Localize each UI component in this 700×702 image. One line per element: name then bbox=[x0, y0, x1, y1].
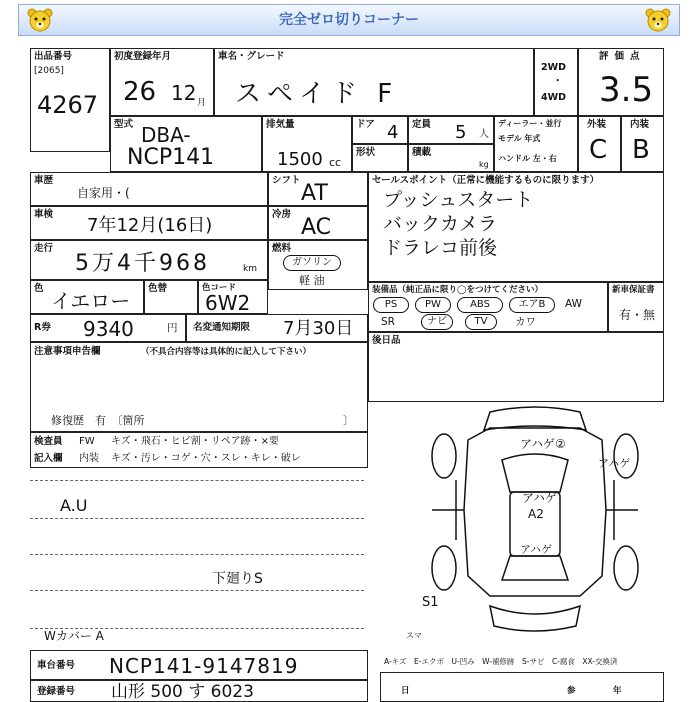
equip-pw: PW bbox=[415, 297, 451, 313]
displacement-cell bbox=[262, 116, 352, 172]
mileage-cell bbox=[30, 240, 268, 280]
footer-text: 日 bbox=[401, 686, 410, 696]
aircon-label: 冷房 bbox=[272, 209, 292, 220]
capacity-value: 5 bbox=[455, 122, 467, 143]
chassis-label: 車台番号 bbox=[37, 660, 76, 671]
footer-cell bbox=[380, 672, 664, 702]
car-name-cell bbox=[214, 48, 534, 116]
capacity-unit: 人 bbox=[479, 129, 489, 140]
fuel-cell bbox=[268, 240, 368, 290]
lot-number: 4267 bbox=[37, 91, 99, 119]
capacity-cell bbox=[408, 116, 494, 144]
banner bbox=[18, 4, 680, 36]
mileage-value: 5万4千968 bbox=[75, 251, 210, 276]
equip-abs: ABS bbox=[457, 297, 503, 313]
model-type-cell bbox=[110, 116, 262, 172]
first-reg-year: 26 bbox=[123, 77, 157, 107]
notes-sub: （不具合内容等は具体的に記入して下さい） bbox=[141, 347, 312, 357]
color-change-label: 色替 bbox=[148, 283, 168, 294]
inspector-int-label: 内装 bbox=[79, 453, 99, 464]
drive-cell bbox=[534, 48, 578, 116]
car-history-cell bbox=[30, 172, 268, 206]
mileage-label: 走行 bbox=[34, 243, 54, 254]
displacement-label: 排気量 bbox=[266, 119, 295, 130]
score-label: 評価点 bbox=[599, 51, 646, 62]
equip-sr: SR bbox=[381, 316, 395, 328]
inspection-cell bbox=[30, 206, 268, 240]
first-reg-month-unit: 月 bbox=[197, 98, 207, 108]
first-reg-month: 12 bbox=[171, 81, 197, 105]
ruled-line bbox=[30, 518, 364, 519]
damage-legend: A-キズ E-エクボ U-凹み W-補修跡 S-サビ C-腐食 XX-交換済 bbox=[384, 657, 618, 666]
recycle-cell bbox=[30, 314, 186, 342]
drive-dot: ・ bbox=[553, 76, 563, 87]
load-unit: kg bbox=[479, 160, 489, 169]
diagram-mark: アハゲ bbox=[522, 491, 558, 505]
displacement-unit: cc bbox=[329, 156, 342, 169]
aircon-cell bbox=[268, 206, 368, 240]
equip-navi: ナビ bbox=[421, 314, 453, 330]
notes-label: 注意事項申告欄 bbox=[34, 346, 101, 357]
recycle-value: 9340 bbox=[83, 317, 134, 341]
notes-cell bbox=[30, 342, 368, 432]
equip-leather: カワ bbox=[515, 316, 536, 328]
dealer-cell bbox=[494, 116, 578, 172]
car-name-label: 車名・グレード bbox=[218, 51, 285, 62]
note-au: A.U bbox=[60, 496, 88, 515]
color-label: 色 bbox=[34, 283, 44, 294]
banner-title: 完全ゼロ切りコーナー bbox=[279, 12, 419, 28]
score-value: 3.5 bbox=[599, 70, 654, 110]
warranty-value: 有・無 bbox=[619, 308, 656, 322]
recycle-unit: 円 bbox=[167, 322, 178, 334]
color-change-cell bbox=[144, 280, 198, 314]
sales-point-line: ドラレコ前後 bbox=[383, 237, 498, 259]
dealer-model-year: モデル 年式 bbox=[498, 134, 541, 143]
diagram-mark: アハゲ bbox=[598, 457, 631, 470]
lot-cell bbox=[30, 48, 110, 152]
inspection-label: 車検 bbox=[34, 209, 54, 220]
model-type-line2: NCP141 bbox=[127, 145, 215, 170]
inspector-int-items: キズ・汚レ・コゲ・穴・スレ・キレ・破レ bbox=[111, 453, 301, 464]
notes-repair: 修復歴 有 〔箇所 bbox=[51, 414, 145, 427]
diagram-mark: アハゲ bbox=[520, 543, 553, 556]
diagram-mark: A2 bbox=[528, 507, 544, 521]
name-change-cell bbox=[186, 314, 368, 342]
warranty-label: 新車保証書 bbox=[612, 285, 655, 295]
color-value: イエロー bbox=[51, 289, 131, 313]
ruled-line bbox=[30, 480, 364, 481]
rear-seat-cell bbox=[368, 332, 664, 402]
note-under: 下廻りS bbox=[212, 571, 263, 587]
color-code-label: 色コード bbox=[202, 283, 237, 293]
shape-cell bbox=[352, 144, 408, 172]
capacity-label: 定員 bbox=[412, 119, 432, 130]
footer-text: 参 bbox=[567, 686, 576, 696]
auction-sheet bbox=[30, 40, 670, 700]
warranty-cell bbox=[608, 282, 664, 332]
inspector-fw-label: FW bbox=[79, 436, 95, 447]
score-cell bbox=[578, 48, 664, 116]
color-code-cell bbox=[198, 280, 268, 314]
equip-aw: AW bbox=[565, 298, 582, 310]
drive-2wd: 2WD bbox=[541, 62, 566, 73]
interior-cell bbox=[621, 116, 664, 172]
inspector-label: 検査員 bbox=[34, 436, 63, 447]
equip-ps: PS bbox=[373, 297, 409, 313]
drive-4wd: 4WD bbox=[541, 92, 566, 103]
exterior-value: C bbox=[589, 135, 608, 165]
ruled-line bbox=[30, 554, 364, 555]
equipment-cell bbox=[368, 282, 608, 332]
dealer-label: ディーラー・並行 bbox=[498, 119, 562, 128]
sales-point-line: バックカメラ bbox=[383, 213, 498, 235]
equipment-label: 装備品（純正品に限り◯をつけてください） bbox=[372, 285, 544, 295]
name-change-value: 7月30日 bbox=[283, 318, 354, 339]
inspector-cell bbox=[30, 432, 368, 468]
fuel-other: 軽 油 bbox=[299, 274, 325, 287]
color-cell bbox=[30, 280, 144, 314]
shift-cell bbox=[268, 172, 368, 206]
shape-label: 形状 bbox=[356, 147, 376, 158]
door-cell bbox=[352, 116, 408, 144]
car-history-label: 車歴 bbox=[34, 175, 54, 186]
door-label: ドア bbox=[356, 119, 375, 130]
model-type-line1: DBA- bbox=[141, 123, 191, 147]
registration-label: 登録番号 bbox=[37, 686, 76, 697]
shift-label: シフト bbox=[272, 175, 301, 186]
exterior-cell bbox=[578, 116, 621, 172]
registration-value: 山形 500 す 6023 bbox=[111, 682, 254, 702]
car-history-value: 自家用・( bbox=[77, 186, 130, 200]
diagram-mark: アハゲ② bbox=[520, 437, 566, 451]
bear-mascot-icon bbox=[643, 7, 673, 35]
shift-value: AT bbox=[301, 181, 328, 206]
first-reg-label: 初度登録年月 bbox=[114, 51, 172, 62]
equip-tv: TV bbox=[465, 314, 497, 330]
lot-sub: [2065] bbox=[34, 66, 64, 76]
inspector-fw-items: キズ・飛石・ヒビ割・リペア跡・×要 bbox=[111, 436, 279, 447]
displacement-value: 1500 bbox=[277, 149, 323, 170]
load-label: 積載 bbox=[412, 147, 432, 158]
notes-repair-close: 〕 bbox=[343, 414, 354, 427]
interior-label: 内装 bbox=[630, 119, 650, 130]
exterior-label: 外装 bbox=[587, 119, 607, 130]
diagram-mark: S1 bbox=[422, 595, 439, 610]
door-value: 4 bbox=[387, 122, 399, 143]
first-reg-cell bbox=[110, 48, 214, 116]
note-wiper: Wカバー A bbox=[44, 629, 104, 643]
sales-point-cell bbox=[368, 172, 664, 282]
footer-text: 年 bbox=[613, 686, 622, 696]
rear-seat-label: 後日品 bbox=[372, 335, 401, 346]
diagram-mark: スマ bbox=[406, 631, 422, 640]
inspector-label: 記入欄 bbox=[34, 453, 63, 464]
inspection-value: 7年12月(16日) bbox=[87, 215, 213, 236]
sales-point-line: プッシュスタート bbox=[383, 189, 534, 211]
lot-label: 出品番号 bbox=[34, 51, 73, 62]
dealer-handle: ハンドル 左・右 bbox=[498, 154, 557, 163]
ruled-line bbox=[30, 590, 364, 591]
equip-airbag: エアB bbox=[509, 297, 555, 313]
color-code-value: 6W2 bbox=[205, 291, 251, 315]
registration-cell bbox=[30, 680, 368, 702]
chassis-cell bbox=[30, 650, 368, 680]
chassis-value: NCP141-9147819 bbox=[109, 654, 299, 678]
aircon-value: AC bbox=[301, 215, 332, 240]
recycle-label: R券 bbox=[34, 322, 51, 333]
fuel-label: 燃料 bbox=[272, 243, 292, 254]
interior-value: B bbox=[632, 135, 650, 165]
fuel-selected: ガソリン bbox=[283, 255, 341, 271]
name-change-label: 名変通知期限 bbox=[193, 322, 251, 333]
load-cell bbox=[408, 144, 494, 172]
car-name-value: スペイド F bbox=[235, 79, 399, 109]
sales-point-label: セールスポイント（正常に機能するものに限ります） bbox=[372, 175, 600, 186]
mileage-unit: km bbox=[243, 264, 257, 274]
model-type-label: 型式 bbox=[114, 119, 134, 130]
